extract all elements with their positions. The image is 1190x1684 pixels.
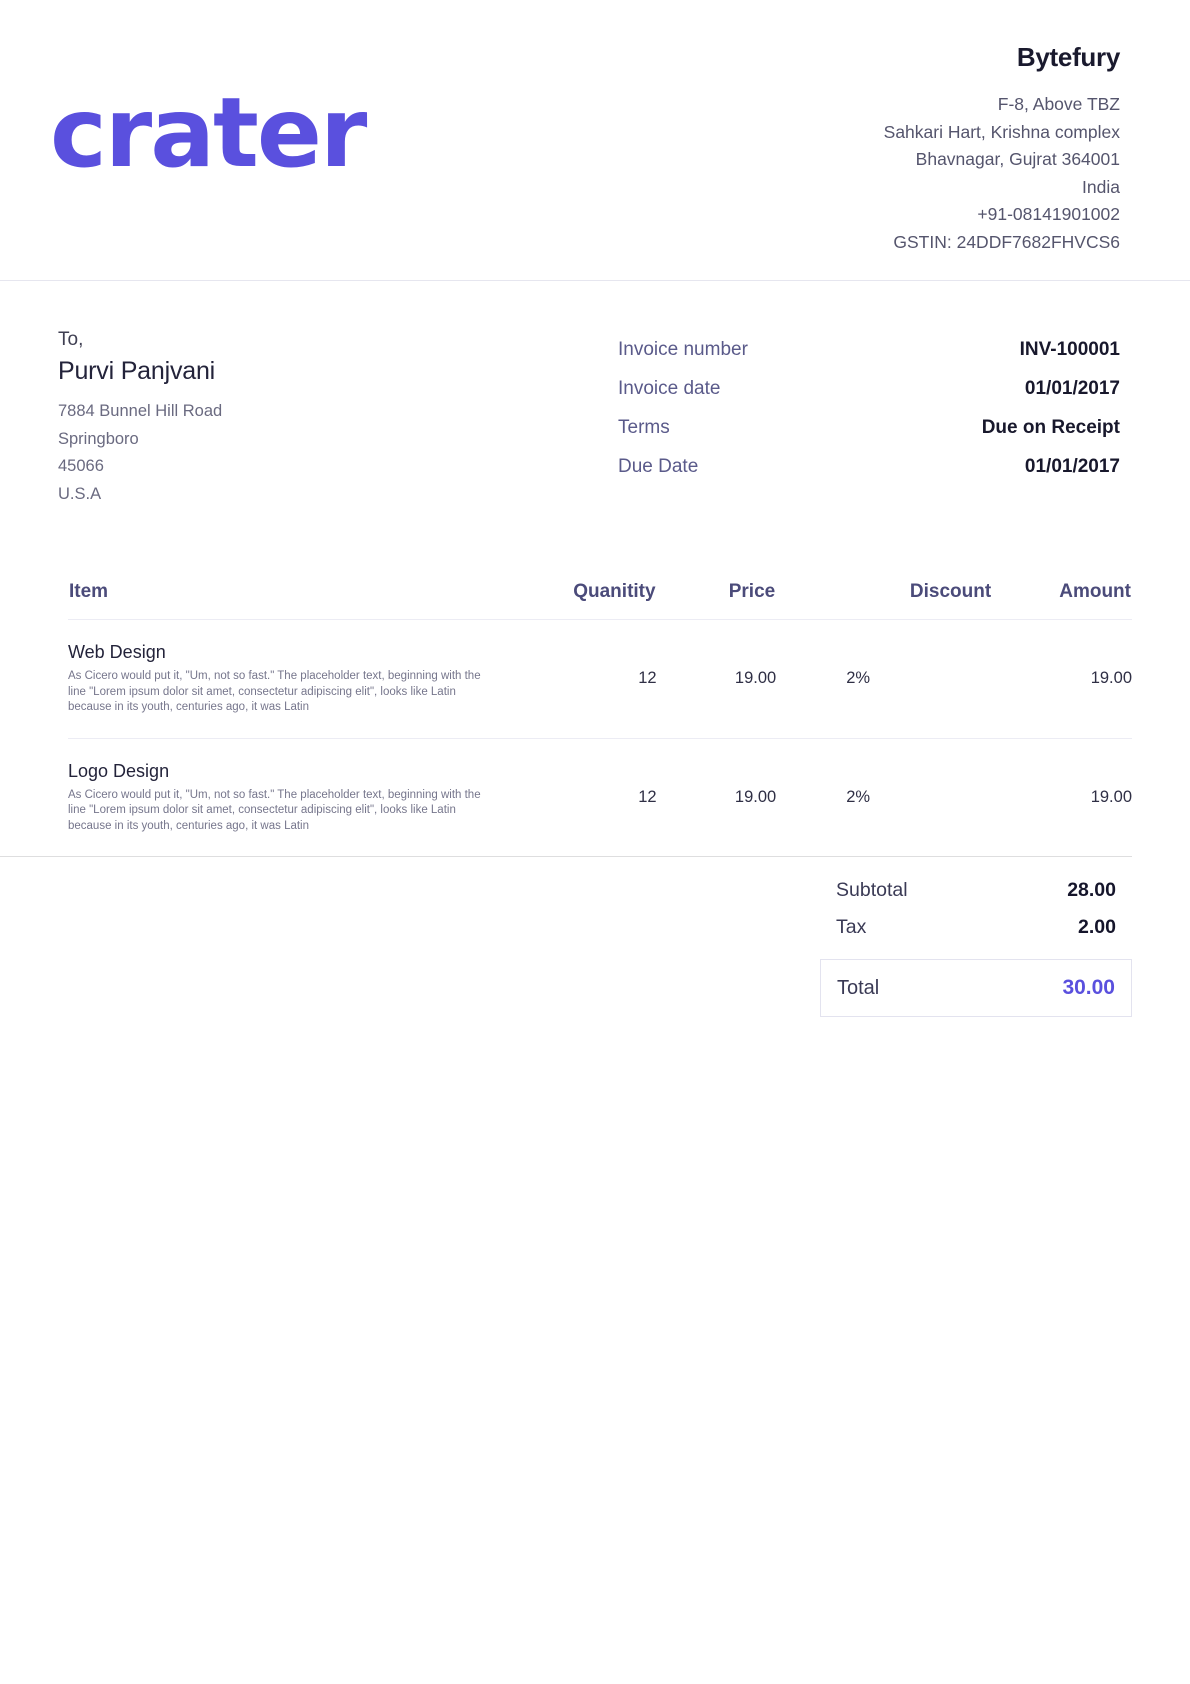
client-address-line: U.S.A [58, 484, 102, 503]
column-header-price: Price [728, 581, 776, 602]
column-header-amount: Amount [1059, 581, 1131, 602]
company-address-line: F-8, Above TBZ [997, 94, 1120, 114]
company-address-line: Bhavnagar, Gujrat 364001 [915, 149, 1120, 169]
company-phone: +91-08141901002 [977, 204, 1120, 224]
client-address-line: 7884 Bunnel Hill Road [58, 402, 223, 420]
meta-row-invoice-number [618, 339, 1120, 361]
line-items-table [68, 580, 1132, 856]
company-block [884, 30, 1120, 256]
item-cell [68, 620, 526, 739]
total-label: Total [837, 976, 880, 999]
bill-to-block [58, 329, 618, 508]
item-discount: 2% [776, 620, 992, 739]
item-cell [68, 738, 526, 856]
total-value: 30.00 [1062, 976, 1115, 999]
meta-value: 01/01/2017 [1024, 378, 1120, 399]
item-amount: 19.00 [992, 738, 1132, 856]
meta-row-invoice-date [618, 378, 1120, 400]
meta-label: Due Date [618, 456, 699, 477]
client-address-line: 45066 [58, 457, 104, 475]
table-header-row [68, 580, 1132, 620]
brand-logo-text: crater [50, 77, 366, 189]
company-address-line: Sahkari Hart, Krishna complex [883, 121, 1120, 142]
company-name: Bytefury [1016, 42, 1120, 72]
table-row [68, 620, 1132, 739]
subtotal-row [820, 879, 1132, 916]
column-header-item: Item [69, 581, 109, 602]
item-price: 19.00 [657, 620, 777, 739]
item-description: As Cicero would put it, "Um, not so fast." The placeholder text, beginning with the line "Lorem ipsum dolor sit amet, consectetur adipiscing elit", looks like Latin because in its youth, centuries ago, it was Latin [68, 788, 481, 832]
items-table [68, 580, 1132, 856]
tax-row [820, 916, 1132, 953]
column-header-discount: Discount [909, 581, 992, 602]
subtotal-value: 28.00 [1067, 879, 1116, 901]
company-address-line: India [1082, 176, 1120, 197]
item-amount: 19.00 [992, 620, 1132, 739]
meta-value: INV-100001 [1019, 339, 1120, 360]
meta-value: 01/01/2017 [1024, 456, 1120, 477]
tax-value: 2.00 [1078, 916, 1116, 938]
item-quantity: 12 [526, 620, 656, 739]
total-row [820, 959, 1132, 1017]
invoice-meta-block [618, 329, 1120, 508]
subtotal-label: Subtotal [836, 879, 908, 901]
item-price: 19.00 [657, 738, 777, 856]
client-address-line: Springboro [58, 429, 139, 448]
meta-row-due-date [618, 456, 1120, 478]
tax-label: Tax [836, 916, 867, 938]
meta-label: Invoice number [618, 339, 748, 360]
column-header-quantity: Quanitity [573, 581, 656, 602]
client-name: Purvi Panjvani [58, 357, 216, 385]
meta-row-terms [618, 417, 1120, 439]
meta-label: Invoice date [618, 378, 721, 399]
invoice-header [0, 0, 1190, 281]
meta-value: Due on Receipt [981, 417, 1120, 438]
invoice-parties [0, 281, 1190, 508]
items-table-head [68, 580, 1132, 620]
bill-to-label: To, [58, 329, 84, 350]
item-title: Logo Design [68, 760, 170, 781]
totals-section [0, 856, 1132, 1017]
items-table-body [68, 620, 1132, 857]
item-quantity: 12 [526, 738, 656, 856]
item-description: As Cicero would put it, "Um, not so fast." The placeholder text, beginning with the line "Lorem ipsum dolor sit amet, consectetur adipiscing elit", looks like Latin because in its youth, centuries ago, it was Latin [68, 670, 481, 713]
item-title: Web Design [68, 642, 166, 662]
totals-block [820, 879, 1132, 1017]
table-row [68, 738, 1132, 856]
company-gstin: GSTIN: 24DDF7682FHVCS6 [893, 231, 1120, 252]
meta-label: Terms [618, 417, 670, 438]
item-discount: 2% [776, 738, 992, 856]
brand-logo [50, 77, 366, 189]
